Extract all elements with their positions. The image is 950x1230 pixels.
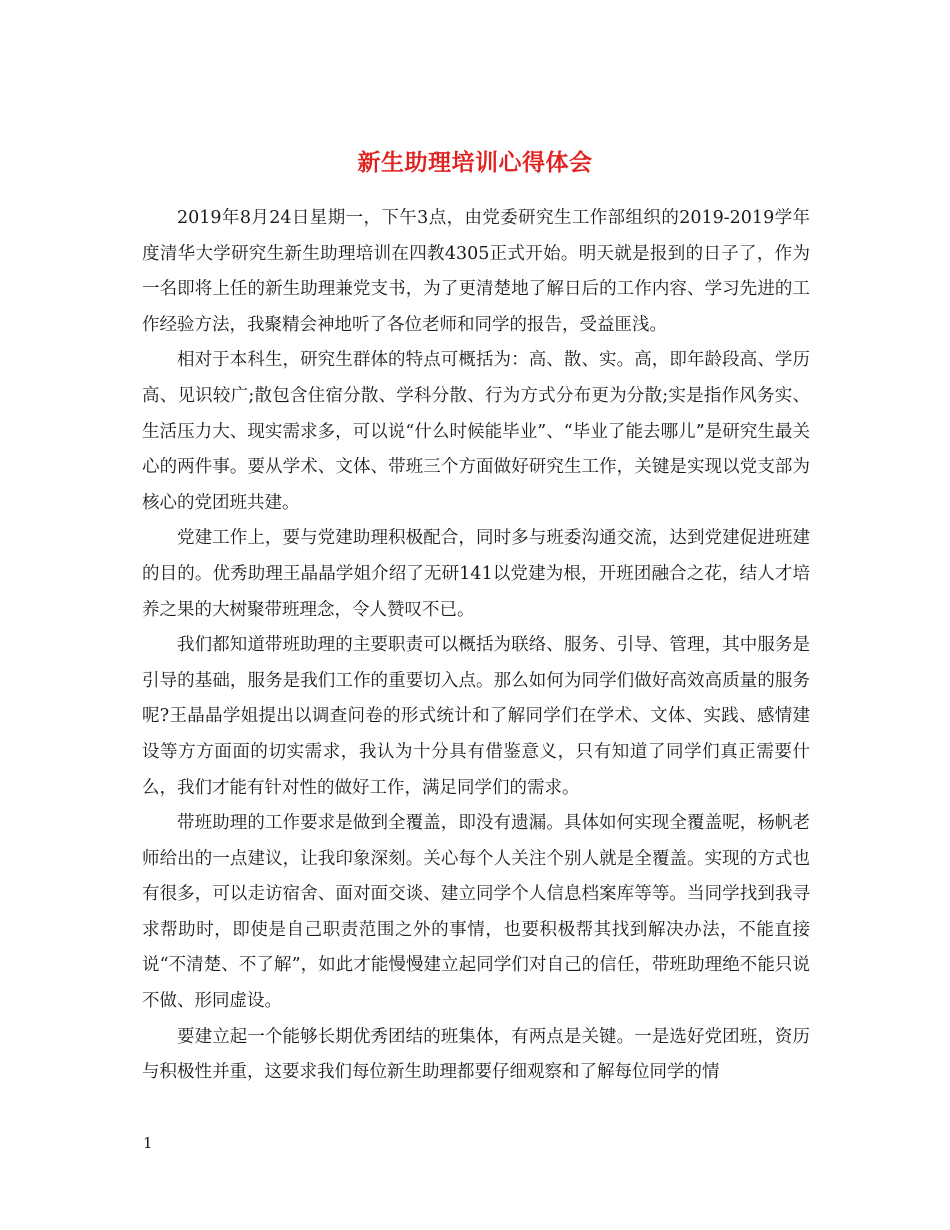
document-title: 新生助理培训心得体会 <box>357 149 593 177</box>
page-number: 1 <box>143 1134 153 1152</box>
paragraph-4: 我们都知道带班助理的主要职责可以概括为联络、服务、引导、管理，其中服务是引导的基础，服务是我们工作的重要切入点。那么如何为同学们做好高效高质量的服务呢?王晶晶学姐提出以调查问卷的形式统计和了解同学们在学术、文体、实践、感情建设等方方面面的切实需求，我认为十分具有借鉴意义，只有知道了同学们真正需要什么，我们才能有针对性的做好工作，满足同学们的需求。 <box>142 635 810 798</box>
paragraph-2: 相对于本科生，研究生群体的特点可概括为：高、散、实。高，即年龄段高、学历高、见识较广;散包含住宿分散、学科分散、行为方式分布更为分散;实是指作风务实、生活压力大、现实需求多，可以说“什么时候能毕业”、“毕业了能去哪儿”是研究生最关心的两件事。要从学术、文体、带班三个方面做好研究生工作，关键是实现以党支部为核心的党团班共建。 <box>142 350 810 513</box>
paragraph-5: 带班助理的工作要求是做到全覆盖，即没有遗漏。具体如何实现全覆盖呢，杨帆老师给出的一点建议，让我印象深刻。关心每个人关注个别人就是全覆盖。实现的方式也有很多，可以走访宿舍、面对面交谈、建立同学个人信息档案库等等。当同学找到我寻求帮助时，即使是自己职责范围之外的事情，也要积极帮其找到解决办法，不能直接说“不清楚、不了解”，如此才能慢慢建立起同学们对自己的信任，带班助理绝不能只说不做、形同虚设。 <box>142 813 810 1012</box>
paragraph-3: 党建工作上，要与党建助理积极配合，同时多与班委沟通交流，达到党建促进班建的目的。优秀助理王晶晶学姐介绍了无研141以党建为根，开班团融合之花，结人才培养之果的大树聚带班理念，令人赞叹不已。 <box>142 528 810 620</box>
paragraph-6: 要建立起一个能够长期优秀团结的班集体，有两点是关键。一是选好党团班，资历与积极性并重，这要求我们每位新生助理都要仔细观察和了解每位同学的情 <box>142 1026 810 1083</box>
document-body <box>142 201 810 1091</box>
paragraph-1: 2019年8月24日星期一，下午3点，由党委研究生工作部组织的2019-2019学年度清华大学研究生新生助理培训在四教4305正式开始。明天就是报到的日子了，作为一名即将上任的新生助理兼党支书，为了更清楚地了解日后的工作内容、学习先进的工作经验方法，我聚精会神地听了各位老师和同学的报告，受益匪浅。 <box>142 208 810 335</box>
